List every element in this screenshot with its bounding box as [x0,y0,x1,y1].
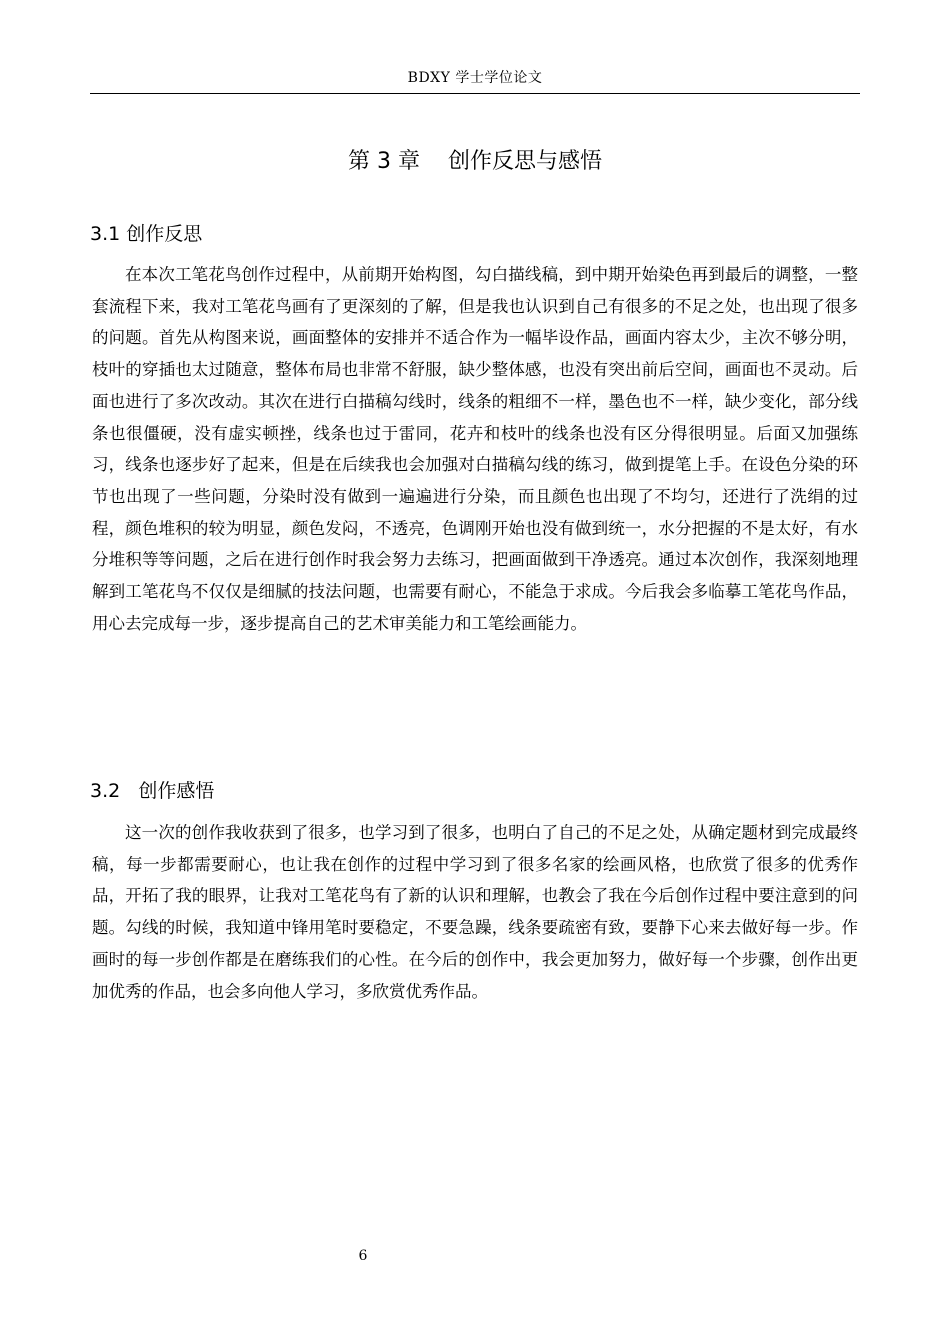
chapter-title: 第 3 章 创作反思与感悟 [348,149,602,174]
page-number: 6 [358,1248,368,1264]
running-header: BDXY 学士学位论文 [407,70,543,86]
section-heading-3-2: 3.2 创作感悟 [90,780,215,802]
section-3-1-paragraph: 在本次工笔花鸟创作过程中，从前期开始构图，勾白描线稿，到中期开始染色再到最后的调整，一整套流程下来，我对工笔花鸟画有了更深刻的了解，但是我也认识到自己有很多的不足之处，也出现了很多的问题。首先从构图来说，画面整体的安排并不适合作为一幅毕设作品，画面内容太少，主次不够分明，枝叶的穿插也太过随意，整体布局也非常不舒服，缺少整体感，也没有突出前后空间，画面也不灵动。后面也进行了多次改动。其次在进行白描稿勾线时，线条的粗细不一样，墨色也不一样，缺少变化，部分线条也很僵硬，没有虚实顿挫，线条也过于雷同，花卉和枝叶的线条也没有区分得很明显。后面又加强练习，线条也逐步好了起来，但是在后续我也会加强对白描稿勾线的练习，做到提笔上手。在设色分染的环节也出现了一些问题，分染时没有做到一遍遍进行分染，而且颜色也出现了不均匀，还进行了洗绢的过程，颜色堆积的较为明显，颜色发闷，不透亮，色调刚开始也没有做到统一，水分把握的不是太好，有水分堆积等等问题，之后在进行创作时我会努力去练习，把画面做到干净透亮。通过本次创作，我深刻地理解到工笔花鸟不仅仅是细腻的技法问题，也需要有耐心，不能急于求成。今后我会多临摹工笔花鸟作品，用心去完成每一步，逐步提高自己的艺术审美能力和工笔绘画能力。 [92,265,858,633]
header-divider [90,93,860,94]
section-3-2-paragraph: 这一次的创作我收获到了很多，也学习到了很多，也明白了自己的不足之处，从确定题材到完成最终稿，每一步都需要耐心，也让我在创作的过程中学习到了很多名家的绘画风格，也欣赏了很多的优秀作品，开拓了我的眼界，让我对工笔花鸟有了新的认识和理解，也教会了我在今后创作过程中要注意到的问题。勾线的时候，我知道中锋用笔时要稳定，不要急躁，线条要疏密有致，要静下心来去做好每一步。作画时的每一步创作都是在磨练我们的心性。在今后的创作中，我会更加努力，做好每一个步骤，创作出更加优秀的作品，也会多向他人学习，多欣赏优秀作品。 [92,823,858,1001]
section-heading-3-1: 3.1 创作反思 [90,223,203,245]
